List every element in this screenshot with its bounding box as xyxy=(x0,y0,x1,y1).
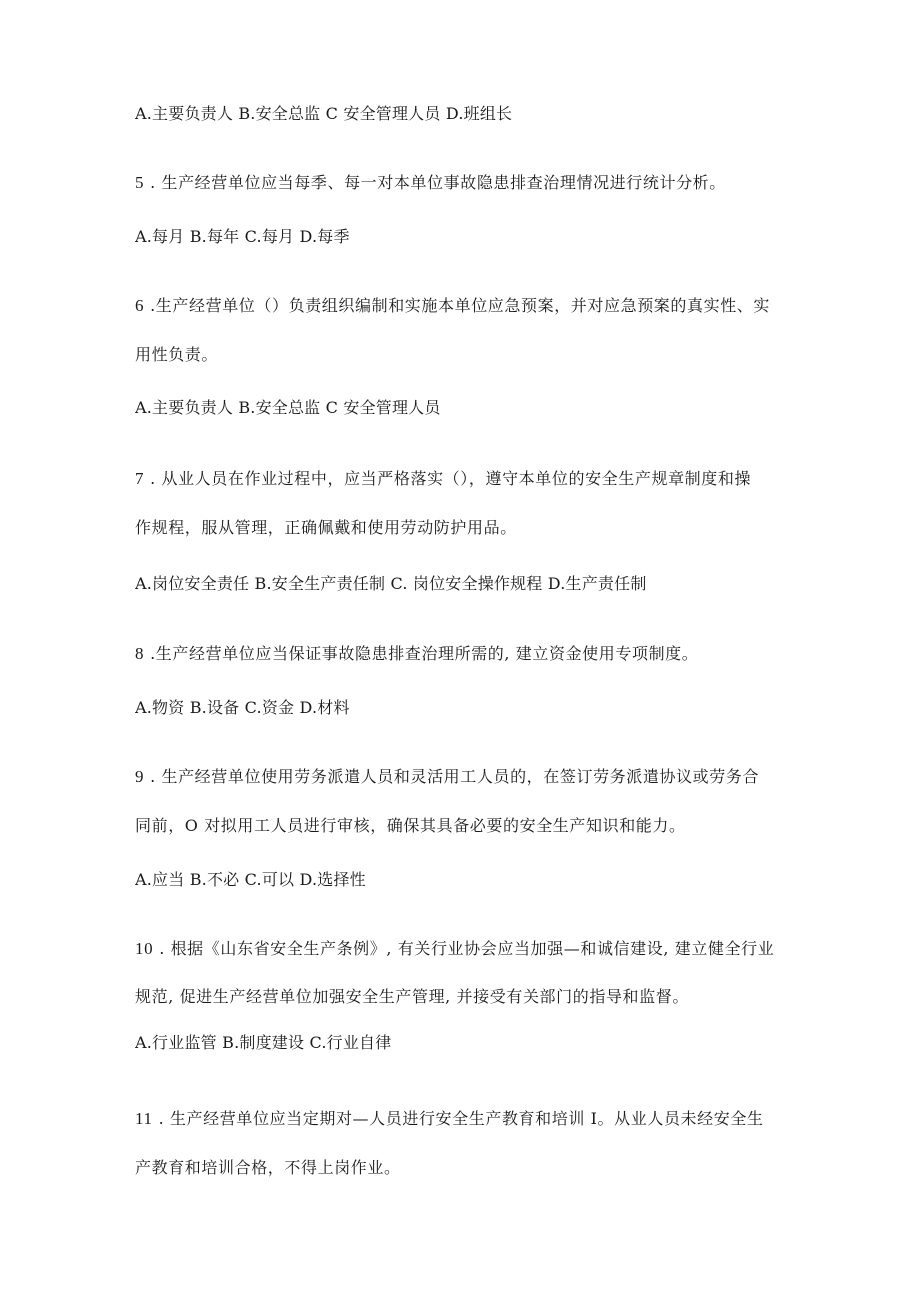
option-text: A.行业监管 B.制度建设 C.行业自律 xyxy=(135,1033,392,1052)
question-text: 用性负责。 xyxy=(135,345,219,364)
question-text: 产教育和培训合格，不得上岗作业。 xyxy=(135,1158,401,1177)
options-q5 xyxy=(135,226,795,248)
option-text: A.主要负责人 B.安全总监 C 安全管理人员 xyxy=(135,398,441,417)
option-text: A.岗位安全责任 B.安全生产责任制 C. 岗位安全操作规程 D.生产责任制 xyxy=(135,574,647,593)
question-text: 规范, 促进生产经营单位加强安全生产管理, 并接受有关部门的指导和监督。 xyxy=(135,987,689,1006)
question-7 xyxy=(135,468,795,490)
question-10-continued xyxy=(135,986,795,1008)
question-number: 8 xyxy=(135,644,145,663)
question-11-continued xyxy=(135,1157,795,1179)
question-text: . 从业人员在作业过程中，应当严格落实（），遵守本单位的安全生产规章制度和操 xyxy=(150,469,752,488)
question-6 xyxy=(135,295,795,317)
question-text: 同前，O 对拟用工人员进行审核，确保其具备必要的安全生产知识和能力。 xyxy=(135,816,686,835)
question-11 xyxy=(135,1108,795,1130)
question-6-continued xyxy=(135,344,795,366)
question-9-continued xyxy=(135,815,795,837)
question-9 xyxy=(135,766,795,788)
options-q7 xyxy=(135,573,795,595)
question-number: 5 xyxy=(135,173,145,192)
option-text: A.应当 B.不必 C.可以 D.选择性 xyxy=(135,870,366,889)
options-q4 xyxy=(135,103,795,125)
question-text: . 根据《山东省安全生产条例》, 有关行业协会应当加强—和诚信建设, 建立健全行业 xyxy=(159,939,775,958)
question-number: 6 xyxy=(135,296,145,315)
question-number: 7 xyxy=(135,469,145,488)
options-q8 xyxy=(135,697,795,719)
question-text: . 生产经营单位应当每季、每一对本单位事故隐患排查治理情况进行统计分析。 xyxy=(150,173,726,192)
option-text: A.主要负责人 B.安全总监 C 安全管理人员 D.班组长 xyxy=(135,104,513,123)
question-7-continued xyxy=(135,517,795,539)
option-text: A.每月 B.每年 C.每月 D.每季 xyxy=(135,227,350,246)
question-text: . 生产经营单位应当定期对—人员进行安全生产教育和培训 I。从业人员未经安全生 xyxy=(158,1109,764,1128)
question-text: 作规程，服从管理，正确佩戴和使用劳动防护用品。 xyxy=(135,518,517,537)
question-number: 10 xyxy=(135,939,154,958)
question-text: . 生产经营单位使用劳务派遣人员和灵活用工人员的，在签订劳务派遣协议或劳务合 xyxy=(150,767,760,786)
question-number: 9 xyxy=(135,767,145,786)
option-text: A.物资 B.设备 C.资金 D.材料 xyxy=(135,698,350,717)
options-q9 xyxy=(135,869,795,891)
options-q6 xyxy=(135,397,795,419)
question-number: 11 xyxy=(135,1109,153,1128)
question-5 xyxy=(135,172,795,194)
question-text: .生产经营单位应当保证事故隐患排查治理所需的, 建立资金使用专项制度。 xyxy=(150,644,699,663)
options-q10 xyxy=(135,1032,795,1054)
question-text: .生产经营单位（）负责组织编制和实施本单位应急预案，并对应急预案的真实性、实 xyxy=(150,296,770,315)
question-8 xyxy=(135,643,795,665)
question-10 xyxy=(135,938,795,960)
